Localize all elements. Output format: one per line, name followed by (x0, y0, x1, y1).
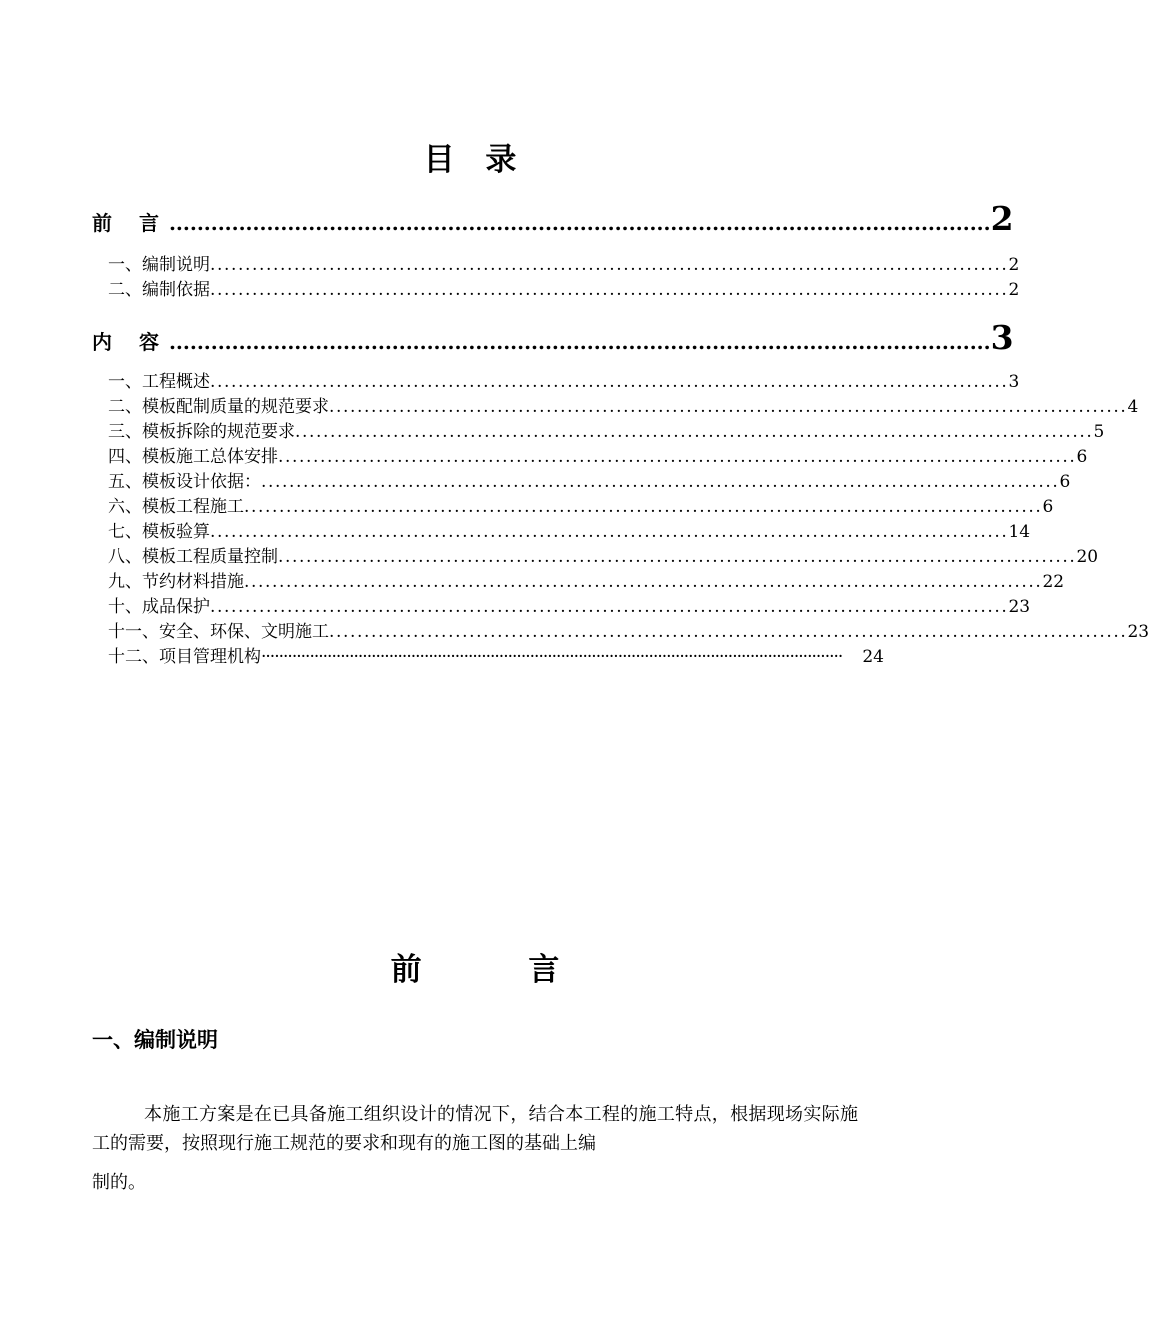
toc-leader-dots: .................................................................................................................. (244, 572, 1043, 592)
toc-page-number: 2 (1008, 255, 1020, 275)
toc-page-number: 20 (1076, 547, 1099, 567)
toc-entry-label: 十一、安全、环保、文明施工 (108, 622, 329, 642)
toc-entry-label: 九、节约材料措施 (108, 572, 244, 592)
body-paragraph: 本施工方案是在已具备施工组织设计的情况下，结合本工程的施工特点，根据现场实际施工的需要，按照现行施工规范的要求和现有的施工图的基础上编 (92, 1104, 858, 1154)
toc-leader-dots: .................................................................................................................. (278, 447, 1077, 467)
toc-page-number: 4 (1127, 397, 1139, 417)
toc-entry[interactable] (92, 620, 1149, 645)
toc-entry-label: 四、模板施工总体安排 (108, 447, 278, 467)
toc-leader-dots: .................................................................................................................. (295, 422, 1094, 442)
toc-leader-dots: .................................................................................................................. (210, 597, 1009, 617)
section-heading: 一、编制说明 (92, 1028, 218, 1052)
toc-page-number: 3 (1008, 372, 1020, 392)
toc-leader-dots: .................................................................................................................. (329, 622, 1128, 642)
toc-entry[interactable] (92, 445, 1088, 470)
toc-leader-dots: .................................................................................................................. (210, 280, 1009, 300)
toc-leader-dots: ...................................................................................................................... (168, 211, 991, 235)
toc-entry-label: 六、模板工程施工 (108, 497, 244, 517)
toc-entry-label: 二、编制依据 (108, 280, 210, 300)
toc-entry-label: 十、成品保护 (108, 597, 210, 617)
toc-entry[interactable] (92, 253, 1020, 278)
toc-leader-dots: .................................................................................................................. (278, 547, 1077, 567)
toc-entry-label: 内 容 (92, 330, 169, 354)
toc-entry[interactable] (92, 370, 1020, 395)
toc-leader-dots: ...................................................................................................................... (168, 330, 991, 354)
toc-entry[interactable] (92, 395, 1139, 420)
toc-page-number: 22 (1042, 572, 1065, 592)
toc-title: 目 录 (423, 142, 527, 178)
toc-entry-label: 二、模板配制质量的规范要求 (108, 397, 329, 417)
toc-leader-dots: .................................................................................................................. (210, 522, 1009, 542)
toc-entry[interactable] (92, 278, 1020, 303)
toc-leader-dots: .................................................................................................................. (244, 497, 1043, 517)
toc-leader-dots: .................................................................................................................. (261, 472, 1060, 492)
toc-page-number: 24 (862, 647, 884, 667)
toc-entry[interactable] (92, 570, 1065, 595)
toc-leader-dots: .................................................................................................................. (210, 255, 1009, 275)
toc-page-number: 2 (1008, 280, 1020, 300)
preface-title: 前 言 (390, 952, 608, 988)
toc-entry-label: 七、模板验算 (108, 522, 210, 542)
toc-entry[interactable] (92, 645, 884, 670)
toc-page-number: 5 (1093, 422, 1105, 442)
toc-page-number: 23 (1008, 597, 1031, 617)
toc-entry[interactable] (92, 545, 1099, 570)
toc-entry-label: 三、模板拆除的规范要求 (108, 422, 295, 442)
toc-entry-label: 五、模板设计依据： (108, 472, 261, 492)
toc-leader-dots: .................................................................................................................. (329, 397, 1128, 417)
body-paragraph-tail: 制的。 (92, 1172, 146, 1193)
toc-entry-label: 十二、项目管理机构 (108, 647, 261, 667)
toc-entry[interactable] (92, 470, 1071, 495)
toc-leader-dots: .................................................................................................................. (210, 372, 1009, 392)
toc-page-number: 6 (1076, 447, 1088, 467)
toc-page-number: 3 (990, 318, 1014, 357)
toc-entry[interactable] (92, 495, 1054, 520)
toc-page-number: 23 (1127, 622, 1149, 642)
toc-entry-label: 前 言 (92, 211, 169, 235)
toc-entry[interactable] (92, 520, 1031, 545)
toc-entry-label: 一、编制说明 (108, 255, 210, 275)
toc-page-number: 6 (1042, 497, 1054, 517)
toc-page-number: 6 (1059, 472, 1071, 492)
toc-entry-preface[interactable] (92, 199, 1014, 239)
toc-page-number: 14 (1008, 522, 1031, 542)
toc-entry[interactable] (92, 595, 1031, 620)
toc-entry-label: 八、模板工程质量控制 (108, 547, 278, 567)
toc-entry-content[interactable] (92, 318, 1014, 358)
toc-entry[interactable] (92, 420, 1105, 445)
toc-entry-label: 一、工程概述 (108, 372, 210, 392)
toc-page-number: 2 (990, 199, 1014, 238)
toc-leader-dots: ···································································································································· (261, 647, 843, 667)
